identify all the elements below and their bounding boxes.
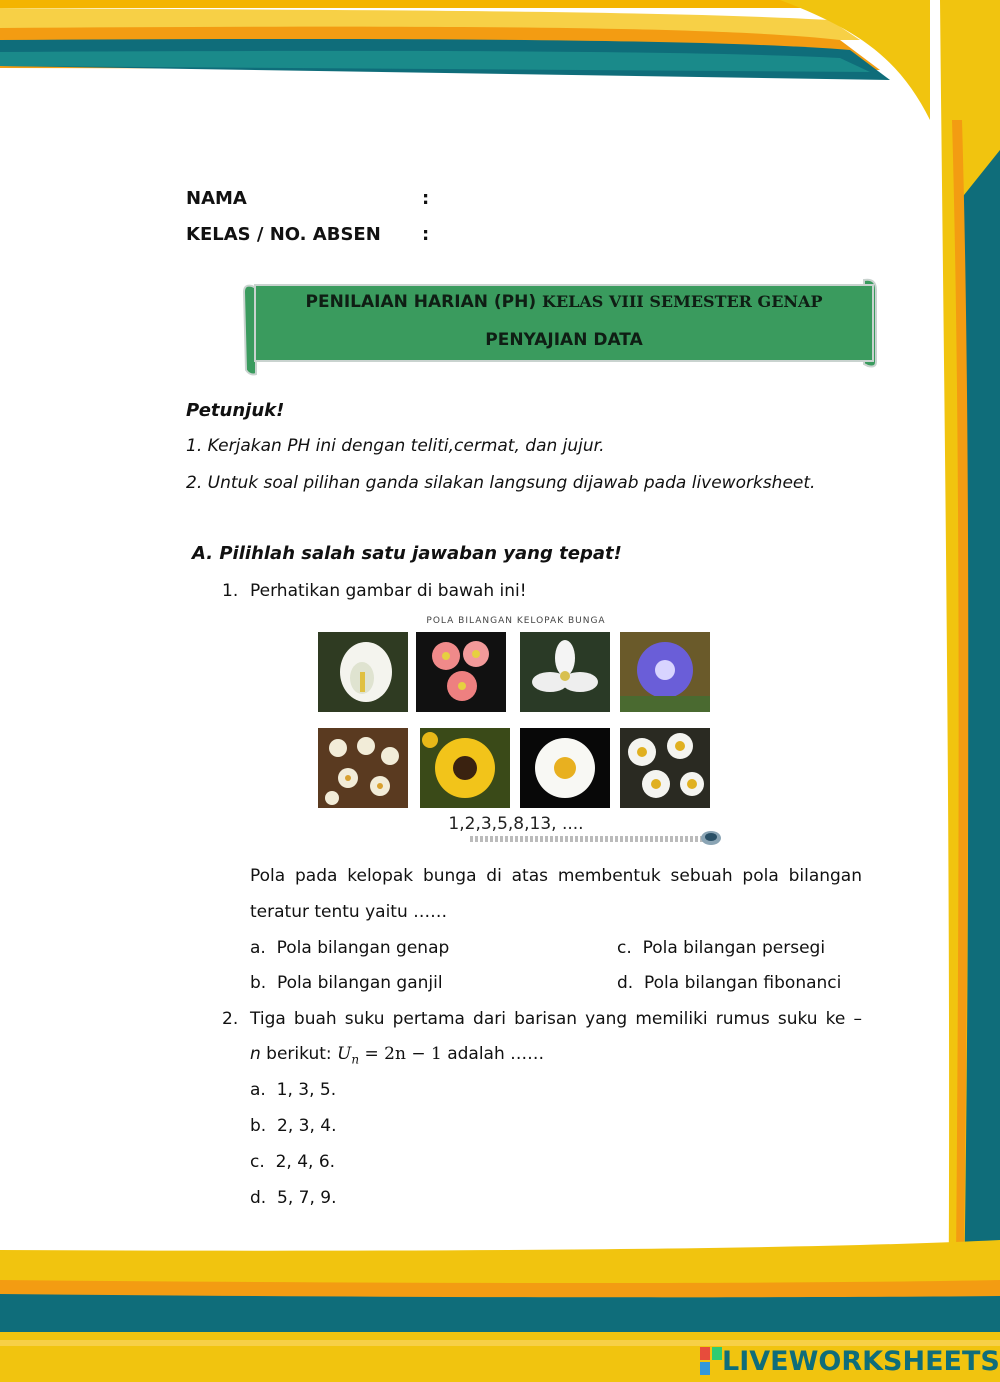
title-line-1 [254,292,874,312]
pink-flower-image [416,632,506,712]
title-ph: PENILAIAN HARIAN (PH) [305,292,537,312]
q2-option-d-text: 5, 7, 9. [277,1188,337,1208]
question-1-text-1: Pola pada kelopak bunga di atas membentuk sebuah pola bilangan [250,866,862,886]
question-1-text-2: teratur tentu yaitu …… [250,902,448,922]
question-2-berikut: berikut: [260,1044,338,1064]
q1-option-d-text: Pola bilangan fibonanci [644,973,842,993]
question-2-text-2 [250,1044,544,1066]
nama-colon: : [422,188,430,209]
figure-caption: POLA BILANGAN KELOPAK BUNGA [426,616,606,626]
white-wildflowers-image [318,728,408,808]
figure-credit-line [470,836,710,842]
instruction-item-1: 1. Kerjakan PH ini dengan teliti,cermat, dan jujur. [186,436,605,456]
formula-u: U [337,1044,352,1064]
q2-option-c[interactable] [250,1152,335,1172]
q2-option-a[interactable] [250,1080,336,1100]
q2-option-b[interactable] [250,1116,336,1136]
trillium-image [520,632,610,712]
formula-sub: n [351,1052,360,1067]
q2-option-d-letter: d. [250,1188,267,1208]
question-2-text-1: Tiga buah suku pertama dari barisan yang memiliki rumus suku ke – [250,1009,862,1029]
liveworksheets-logo-icon [700,1347,722,1375]
question-1-prompt: Perhatikan gambar di bawah ini! [250,581,527,601]
question-2-end: adalah …… [441,1044,545,1064]
q2-option-b-text: 2, 3, 4. [277,1116,337,1136]
daisy-image [520,728,610,808]
liveworksheets-logo[interactable] [700,1346,1000,1376]
formula-rest: = 2n − 1 [359,1044,442,1064]
title-line-2: PENYAJIAN DATA [485,330,643,350]
q1-option-c-letter: c. [617,938,632,958]
q1-option-c[interactable] [617,938,825,958]
question-1-number: 1. [222,581,239,601]
q2-option-b-letter: b. [250,1116,267,1136]
figure-corner-icon [700,828,722,846]
q2-option-c-text: 2, 4, 6. [275,1152,336,1172]
sunflower-image [420,728,510,808]
top-decorative-bars [0,0,1000,120]
kelas-colon: : [422,224,430,245]
q1-option-a-text: Pola bilangan genap [276,938,450,958]
right-decorative-bars [930,0,1000,1382]
q2-option-d[interactable] [250,1188,336,1208]
title-kelas: KELAS VIII SEMESTER GENAP [542,292,823,311]
q1-option-b-letter: b. [250,973,267,993]
question-2-formula [337,1044,442,1067]
nama-label: NAMA [186,188,247,209]
q2-option-a-letter: a. [250,1080,266,1100]
figure-sequence: 1,2,3,5,8,13, .... [448,814,584,834]
q1-option-d-letter: d. [617,973,634,993]
morning-glory-image [620,632,710,712]
q1-option-b[interactable] [250,973,443,993]
q1-option-a[interactable] [250,938,449,958]
instruction-item-2: 2. Untuk soal pilihan ganda silakan langsung dijawab pada liveworksheet. [186,473,816,493]
q1-option-c-text: Pola bilangan persegi [642,938,826,958]
q2-option-c-letter: c. [250,1152,265,1172]
liveworksheets-logo-text: LIVEWORKSHEETS [722,1345,1000,1377]
question-2-n: n [250,1044,261,1064]
q2-option-a-text: 1, 3, 5. [276,1080,337,1100]
kelas-label: KELAS / NO. ABSEN [186,224,381,245]
chamomile-image [620,728,710,808]
q1-option-b-text: Pola bilangan ganjil [277,973,443,993]
q1-option-d[interactable] [617,973,841,993]
section-a-heading: A. Pilihlah salah satu jawaban yang tepat! [192,543,622,564]
q1-option-a-letter: a. [250,938,266,958]
calla-lily-image [318,632,408,712]
question-2-number: 2. [222,1009,239,1029]
instructions-heading: Petunjuk! [186,400,285,421]
